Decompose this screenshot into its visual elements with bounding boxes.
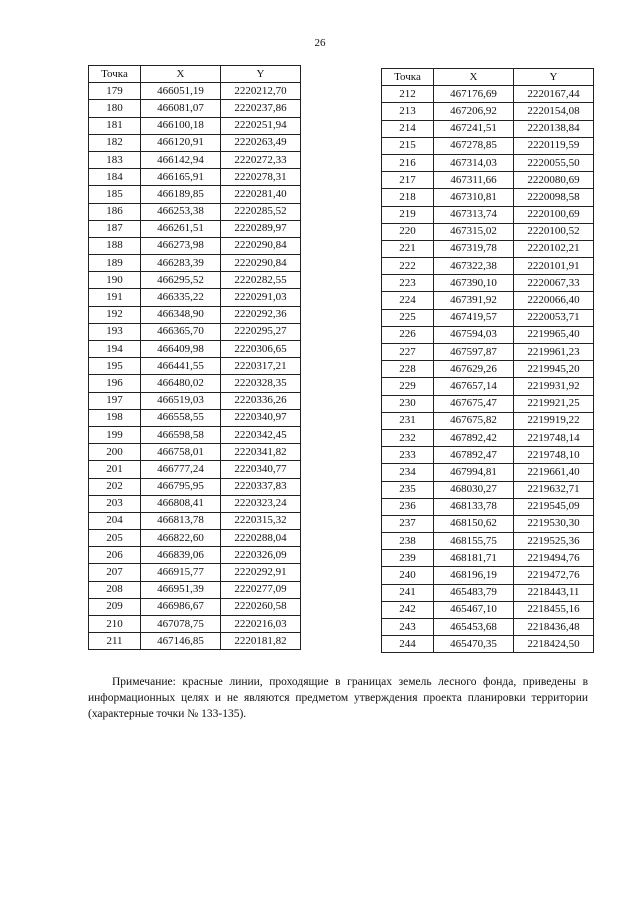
y-coordinate-cell: 2220341,82 [221, 444, 301, 461]
table-row [382, 636, 594, 653]
point-number-cell: 199 [89, 426, 141, 443]
table-row [382, 240, 594, 257]
x-coordinate-cell: 466283,39 [141, 255, 221, 272]
point-number-cell: 184 [89, 169, 141, 186]
y-coordinate-cell: 2220098,58 [514, 189, 594, 206]
y-coordinate-cell: 2219748,14 [514, 429, 594, 446]
point-number-cell: 244 [382, 636, 434, 653]
x-coordinate-cell: 467629,26 [434, 361, 514, 378]
y-coordinate-cell: 2219494,76 [514, 550, 594, 567]
table-row [89, 186, 301, 203]
x-coordinate-cell: 468133,78 [434, 498, 514, 515]
y-coordinate-cell: 2220292,36 [221, 306, 301, 323]
point-number-cell: 212 [382, 86, 434, 103]
y-coordinate-cell: 2219472,76 [514, 567, 594, 584]
table-row [89, 272, 301, 289]
x-coordinate-cell: 465453,68 [434, 619, 514, 636]
y-coordinate-cell: 2220340,97 [221, 409, 301, 426]
x-coordinate-cell: 467657,14 [434, 378, 514, 395]
point-number-cell: 214 [382, 120, 434, 137]
x-coordinate-cell: 466335,22 [141, 289, 221, 306]
y-coordinate-cell: 2218443,11 [514, 584, 594, 601]
point-number-cell: 218 [382, 189, 434, 206]
y-coordinate-cell: 2220317,21 [221, 358, 301, 375]
point-number-cell: 210 [89, 616, 141, 633]
header-x: X [141, 66, 221, 83]
table-row [382, 361, 594, 378]
x-coordinate-cell: 466951,39 [141, 581, 221, 598]
x-coordinate-cell: 466051,19 [141, 83, 221, 100]
point-number-cell: 225 [382, 309, 434, 326]
footnote: Примечание: красные линии, проходящие в границах земель лесного фонда, приведены в информационных целях и не являются предметом утверждения проекта планировки территории (характерные точки № 133-135). [88, 676, 588, 720]
x-coordinate-cell: 467078,75 [141, 616, 221, 633]
header-x: X [434, 69, 514, 86]
table-row [382, 275, 594, 292]
table-row [382, 464, 594, 481]
table-row [89, 633, 301, 650]
table-row [89, 306, 301, 323]
point-number-cell: 216 [382, 154, 434, 171]
table-row [89, 237, 301, 254]
table-row [382, 86, 594, 103]
point-number-cell: 220 [382, 223, 434, 240]
table-row [89, 341, 301, 358]
point-number-cell: 242 [382, 601, 434, 618]
x-coordinate-cell: 466795,95 [141, 478, 221, 495]
point-number-cell: 224 [382, 292, 434, 309]
x-coordinate-cell: 466915,77 [141, 564, 221, 581]
point-number-cell: 198 [89, 409, 141, 426]
point-number-cell: 205 [89, 530, 141, 547]
point-number-cell: 232 [382, 429, 434, 446]
y-coordinate-cell: 2220101,91 [514, 258, 594, 275]
table-row [89, 444, 301, 461]
x-coordinate-cell: 467675,82 [434, 412, 514, 429]
y-coordinate-cell: 2220154,08 [514, 103, 594, 120]
table-row [382, 326, 594, 343]
y-coordinate-cell: 2219919,22 [514, 412, 594, 429]
y-coordinate-cell: 2219545,09 [514, 498, 594, 515]
table-row [89, 289, 301, 306]
point-number-cell: 238 [382, 533, 434, 550]
y-coordinate-cell: 2220289,97 [221, 220, 301, 237]
table-row [382, 206, 594, 223]
table-row [382, 120, 594, 137]
x-coordinate-cell: 466409,98 [141, 341, 221, 358]
point-number-cell: 189 [89, 255, 141, 272]
y-coordinate-cell: 2220167,44 [514, 86, 594, 103]
y-coordinate-cell: 2220216,03 [221, 616, 301, 633]
table-row [382, 292, 594, 309]
table-row [382, 619, 594, 636]
y-coordinate-cell: 2218455,16 [514, 601, 594, 618]
y-coordinate-cell: 2220292,91 [221, 564, 301, 581]
y-coordinate-cell: 2220285,52 [221, 203, 301, 220]
point-number-cell: 219 [382, 206, 434, 223]
x-coordinate-cell: 466120,91 [141, 134, 221, 151]
table-row [382, 412, 594, 429]
x-coordinate-cell: 467319,78 [434, 240, 514, 257]
y-coordinate-cell: 2220212,70 [221, 83, 301, 100]
point-number-cell: 211 [89, 633, 141, 650]
point-number-cell: 183 [89, 151, 141, 168]
table-header-row [89, 66, 301, 83]
x-coordinate-cell: 466253,38 [141, 203, 221, 220]
table-row [382, 344, 594, 361]
x-coordinate-cell: 467419,57 [434, 309, 514, 326]
y-coordinate-cell: 2220340,77 [221, 461, 301, 478]
y-coordinate-cell: 2220337,83 [221, 478, 301, 495]
y-coordinate-cell: 2219661,40 [514, 464, 594, 481]
table-row [382, 567, 594, 584]
x-coordinate-cell: 466081,07 [141, 100, 221, 117]
y-coordinate-cell: 2220315,32 [221, 512, 301, 529]
y-coordinate-cell: 2219931,92 [514, 378, 594, 395]
table-row [89, 547, 301, 564]
table-row [89, 478, 301, 495]
table-row [89, 598, 301, 615]
table-row [89, 375, 301, 392]
point-number-cell: 194 [89, 341, 141, 358]
table-row [382, 137, 594, 154]
x-coordinate-cell: 466808,41 [141, 495, 221, 512]
table-row [89, 220, 301, 237]
header-point: Точка [382, 69, 434, 86]
table-row [89, 83, 301, 100]
y-coordinate-cell: 2220326,09 [221, 547, 301, 564]
point-number-cell: 192 [89, 306, 141, 323]
table-row [89, 581, 301, 598]
point-number-cell: 206 [89, 547, 141, 564]
header-point: Точка [89, 66, 141, 83]
table-row [89, 323, 301, 340]
table-row [382, 223, 594, 240]
table-row [382, 172, 594, 189]
table-row [89, 495, 301, 512]
point-number-cell: 243 [382, 619, 434, 636]
table-row [382, 429, 594, 446]
y-coordinate-cell: 2220181,82 [221, 633, 301, 650]
x-coordinate-cell: 465467,10 [434, 601, 514, 618]
x-coordinate-cell: 468196,19 [434, 567, 514, 584]
x-coordinate-cell: 468155,75 [434, 533, 514, 550]
x-coordinate-cell: 467892,42 [434, 429, 514, 446]
point-number-cell: 223 [382, 275, 434, 292]
point-number-cell: 230 [382, 395, 434, 412]
x-coordinate-cell: 468150,62 [434, 515, 514, 532]
table-header-row [382, 69, 594, 86]
point-number-cell: 202 [89, 478, 141, 495]
x-coordinate-cell: 467176,69 [434, 86, 514, 103]
table-row [89, 564, 301, 581]
x-coordinate-cell: 467314,03 [434, 154, 514, 171]
y-coordinate-cell: 2220119,59 [514, 137, 594, 154]
y-coordinate-cell: 2220260,58 [221, 598, 301, 615]
x-coordinate-cell: 468030,27 [434, 481, 514, 498]
x-coordinate-cell: 466441,55 [141, 358, 221, 375]
point-number-cell: 241 [382, 584, 434, 601]
x-coordinate-cell: 467241,51 [434, 120, 514, 137]
y-coordinate-cell: 2219965,40 [514, 326, 594, 343]
point-number-cell: 207 [89, 564, 141, 581]
y-coordinate-cell: 2220237,86 [221, 100, 301, 117]
header-y: Y [514, 69, 594, 86]
y-coordinate-cell: 2220100,69 [514, 206, 594, 223]
coordinates-table-left [88, 65, 301, 650]
table-row [382, 309, 594, 326]
x-coordinate-cell: 467278,85 [434, 137, 514, 154]
x-coordinate-cell: 467597,87 [434, 344, 514, 361]
table-row [89, 616, 301, 633]
point-number-cell: 190 [89, 272, 141, 289]
y-coordinate-cell: 2220281,40 [221, 186, 301, 203]
table-row [382, 154, 594, 171]
point-number-cell: 181 [89, 117, 141, 134]
x-coordinate-cell: 467390,10 [434, 275, 514, 292]
point-number-cell: 191 [89, 289, 141, 306]
y-coordinate-cell: 2220138,84 [514, 120, 594, 137]
point-number-cell: 229 [382, 378, 434, 395]
x-coordinate-cell: 466986,67 [141, 598, 221, 615]
table-row [382, 258, 594, 275]
table-row [89, 512, 301, 529]
y-coordinate-cell: 2220290,84 [221, 255, 301, 272]
x-coordinate-cell: 467315,02 [434, 223, 514, 240]
point-number-cell: 228 [382, 361, 434, 378]
y-coordinate-cell: 2220278,31 [221, 169, 301, 186]
table-row [382, 378, 594, 395]
point-number-cell: 193 [89, 323, 141, 340]
point-number-cell: 239 [382, 550, 434, 567]
table-row [382, 550, 594, 567]
point-number-cell: 203 [89, 495, 141, 512]
y-coordinate-cell: 2220277,09 [221, 581, 301, 598]
point-number-cell: 195 [89, 358, 141, 375]
y-coordinate-cell: 2220295,27 [221, 323, 301, 340]
y-coordinate-cell: 2220102,21 [514, 240, 594, 257]
table-row [89, 530, 301, 547]
x-coordinate-cell: 467675,47 [434, 395, 514, 412]
point-number-cell: 217 [382, 172, 434, 189]
y-coordinate-cell: 2220288,04 [221, 530, 301, 547]
table-row [89, 426, 301, 443]
x-coordinate-cell: 466142,94 [141, 151, 221, 168]
x-coordinate-cell: 466777,24 [141, 461, 221, 478]
x-coordinate-cell: 466365,70 [141, 323, 221, 340]
point-number-cell: 196 [89, 375, 141, 392]
table-row [89, 461, 301, 478]
point-number-cell: 185 [89, 186, 141, 203]
point-number-cell: 180 [89, 100, 141, 117]
y-coordinate-cell: 2220100,52 [514, 223, 594, 240]
x-coordinate-cell: 467322,38 [434, 258, 514, 275]
y-coordinate-cell: 2220066,40 [514, 292, 594, 309]
point-number-cell: 221 [382, 240, 434, 257]
point-number-cell: 186 [89, 203, 141, 220]
y-coordinate-cell: 2220272,33 [221, 151, 301, 168]
x-coordinate-cell: 467311,66 [434, 172, 514, 189]
y-coordinate-cell: 2220067,33 [514, 275, 594, 292]
point-number-cell: 188 [89, 237, 141, 254]
point-number-cell: 234 [382, 464, 434, 481]
y-coordinate-cell: 2220336,26 [221, 392, 301, 409]
x-coordinate-cell: 466598,58 [141, 426, 221, 443]
table-row [89, 134, 301, 151]
y-coordinate-cell: 2219945,20 [514, 361, 594, 378]
table-row [89, 409, 301, 426]
table-row [382, 515, 594, 532]
point-number-cell: 226 [382, 326, 434, 343]
x-coordinate-cell: 466758,01 [141, 444, 221, 461]
x-coordinate-cell: 467313,74 [434, 206, 514, 223]
y-coordinate-cell: 2220053,71 [514, 309, 594, 326]
table-row [89, 117, 301, 134]
point-number-cell: 222 [382, 258, 434, 275]
x-coordinate-cell: 466261,51 [141, 220, 221, 237]
x-coordinate-cell: 466295,52 [141, 272, 221, 289]
table-row [382, 103, 594, 120]
y-coordinate-cell: 2220328,35 [221, 375, 301, 392]
y-coordinate-cell: 2220342,45 [221, 426, 301, 443]
table-row [382, 498, 594, 515]
y-coordinate-cell: 2220080,69 [514, 172, 594, 189]
table-row [382, 601, 594, 618]
x-coordinate-cell: 466273,98 [141, 237, 221, 254]
x-coordinate-cell: 468181,71 [434, 550, 514, 567]
table-row [382, 189, 594, 206]
table-row [89, 151, 301, 168]
y-coordinate-cell: 2220290,84 [221, 237, 301, 254]
y-coordinate-cell: 2220055,50 [514, 154, 594, 171]
x-coordinate-cell: 466480,02 [141, 375, 221, 392]
table-row [382, 584, 594, 601]
header-y: Y [221, 66, 301, 83]
x-coordinate-cell: 467206,92 [434, 103, 514, 120]
x-coordinate-cell: 466348,90 [141, 306, 221, 323]
x-coordinate-cell: 467994,81 [434, 464, 514, 481]
y-coordinate-cell: 2219961,23 [514, 344, 594, 361]
point-number-cell: 240 [382, 567, 434, 584]
y-coordinate-cell: 2218436,48 [514, 619, 594, 636]
y-coordinate-cell: 2220251,94 [221, 117, 301, 134]
x-coordinate-cell: 465483,79 [434, 584, 514, 601]
y-coordinate-cell: 2220263,49 [221, 134, 301, 151]
point-number-cell: 237 [382, 515, 434, 532]
x-coordinate-cell: 465470,35 [434, 636, 514, 653]
x-coordinate-cell: 466189,85 [141, 186, 221, 203]
table-row [89, 392, 301, 409]
point-number-cell: 236 [382, 498, 434, 515]
x-coordinate-cell: 466558,55 [141, 409, 221, 426]
x-coordinate-cell: 467146,85 [141, 633, 221, 650]
table-row [89, 255, 301, 272]
point-number-cell: 231 [382, 412, 434, 429]
y-coordinate-cell: 2219748,10 [514, 447, 594, 464]
table-row [89, 203, 301, 220]
x-coordinate-cell: 466519,03 [141, 392, 221, 409]
point-number-cell: 201 [89, 461, 141, 478]
page-number: 26 [314, 37, 326, 49]
point-number-cell: 213 [382, 103, 434, 120]
point-number-cell: 235 [382, 481, 434, 498]
table-row [382, 533, 594, 550]
point-number-cell: 187 [89, 220, 141, 237]
table-row [382, 395, 594, 412]
point-number-cell: 209 [89, 598, 141, 615]
table-row [89, 100, 301, 117]
point-number-cell: 204 [89, 512, 141, 529]
point-number-cell: 179 [89, 83, 141, 100]
x-coordinate-cell: 467892,47 [434, 447, 514, 464]
y-coordinate-cell: 2219632,71 [514, 481, 594, 498]
x-coordinate-cell: 466165,91 [141, 169, 221, 186]
point-number-cell: 227 [382, 344, 434, 361]
point-number-cell: 182 [89, 134, 141, 151]
y-coordinate-cell: 2219525,36 [514, 533, 594, 550]
point-number-cell: 233 [382, 447, 434, 464]
table-row [89, 358, 301, 375]
x-coordinate-cell: 466100,18 [141, 117, 221, 134]
point-number-cell: 200 [89, 444, 141, 461]
y-coordinate-cell: 2220282,55 [221, 272, 301, 289]
x-coordinate-cell: 466822,60 [141, 530, 221, 547]
y-coordinate-cell: 2220306,65 [221, 341, 301, 358]
table-row [382, 481, 594, 498]
x-coordinate-cell: 467310,81 [434, 189, 514, 206]
x-coordinate-cell: 466839,06 [141, 547, 221, 564]
y-coordinate-cell: 2219530,30 [514, 515, 594, 532]
x-coordinate-cell: 466813,78 [141, 512, 221, 529]
x-coordinate-cell: 467391,92 [434, 292, 514, 309]
coordinates-table-right [381, 68, 594, 653]
y-coordinate-cell: 2219921,25 [514, 395, 594, 412]
y-coordinate-cell: 2218424,50 [514, 636, 594, 653]
point-number-cell: 208 [89, 581, 141, 598]
table-row [382, 447, 594, 464]
point-number-cell: 215 [382, 137, 434, 154]
x-coordinate-cell: 467594,03 [434, 326, 514, 343]
point-number-cell: 197 [89, 392, 141, 409]
table-row [89, 169, 301, 186]
y-coordinate-cell: 2220323,24 [221, 495, 301, 512]
y-coordinate-cell: 2220291,03 [221, 289, 301, 306]
